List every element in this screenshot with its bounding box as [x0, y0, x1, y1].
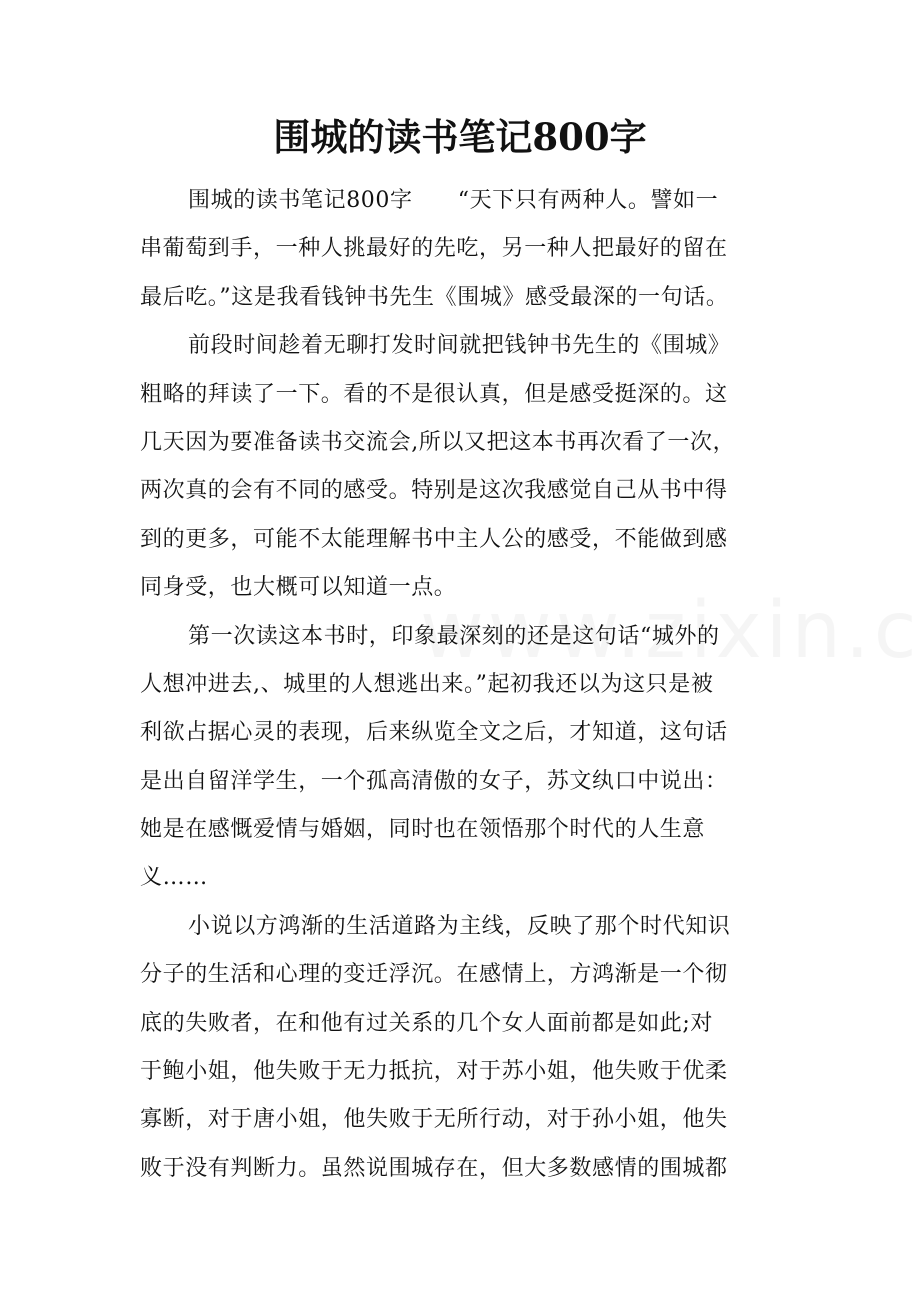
paragraph-line: 是出自留洋学生，一个孤高清傲的女子，苏文纨口中说出：	[140, 768, 728, 794]
paragraph-3	[140, 616, 780, 906]
paragraph-2	[140, 325, 780, 615]
paragraph-line: 最后吃。”这是我看钱钟书先生《围城》感受最深的一句话。	[140, 284, 729, 310]
paragraph-line: 利欲占据心灵的表现，后来纵览全文之后，才知道，这句话	[140, 720, 728, 746]
paragraph-line: 底的失败者，在和他有过关系的几个女人面前都是如此;对	[140, 1010, 714, 1036]
paragraph-line: 围城的读书笔记800字 “天下只有两种人。譬如一	[188, 188, 719, 213]
paragraph-line: 她是在感慨爱情与婚姻，同时也在领悟那个时代的人生意	[140, 817, 706, 843]
paragraph-line: 串葡萄到手，一种人挑最好的先吃，另一种人把最好的留在	[140, 236, 728, 262]
paragraph-line: 人想冲进去,、城里的人想逃出来。”起初我还以为这只是被	[140, 671, 714, 697]
paragraph-line: 粗略的拜读了一下。看的不是很认真，但是感受挺深的。这	[140, 381, 728, 407]
paragraph-1	[140, 180, 780, 325]
paragraph-line: 第一次读这本书时，印象最深刻的还是这句话“城外的	[188, 623, 720, 649]
paragraph-line: 败于没有判断力。虽然说围城存在，但大多数感情的围城都	[140, 1155, 728, 1181]
paragraph-line: 义……	[140, 865, 208, 891]
document-title: 围城的读书笔记800字	[273, 115, 647, 159]
paragraph-4	[140, 906, 780, 1196]
paragraph-line: 到的更多，可能不太能理解书中主人公的感受，不能做到感	[140, 526, 728, 552]
paragraph-line: 小说以方鸿渐的生活道路为主线，反映了那个时代知识	[188, 913, 731, 939]
document-body	[140, 180, 780, 1196]
paragraph-line: 寡断，对于唐小姐，他失败于无所行动，对于孙小姐，他失	[140, 1107, 728, 1133]
paragraph-line: 分子的生活和心理的变迁浮沉。在感情上，方鸿渐是一个彻	[140, 962, 728, 988]
paragraph-line: 前段时间趁着无聊打发时间就把钱钟书先生的《围城》	[188, 333, 731, 359]
paragraph-line: 几天因为要准备读书交流会,所以又把这本书再次看了一次，	[140, 429, 736, 455]
paragraph-line: 两次真的会有不同的感受。特别是这次我感觉自己从书中得	[140, 478, 728, 504]
paragraph-line: 于鲍小姐，他失败于无力抵抗，对于苏小姐，他失败于优柔	[140, 1059, 728, 1085]
paragraph-line: 同身受，也大概可以知道一点。	[140, 575, 457, 601]
